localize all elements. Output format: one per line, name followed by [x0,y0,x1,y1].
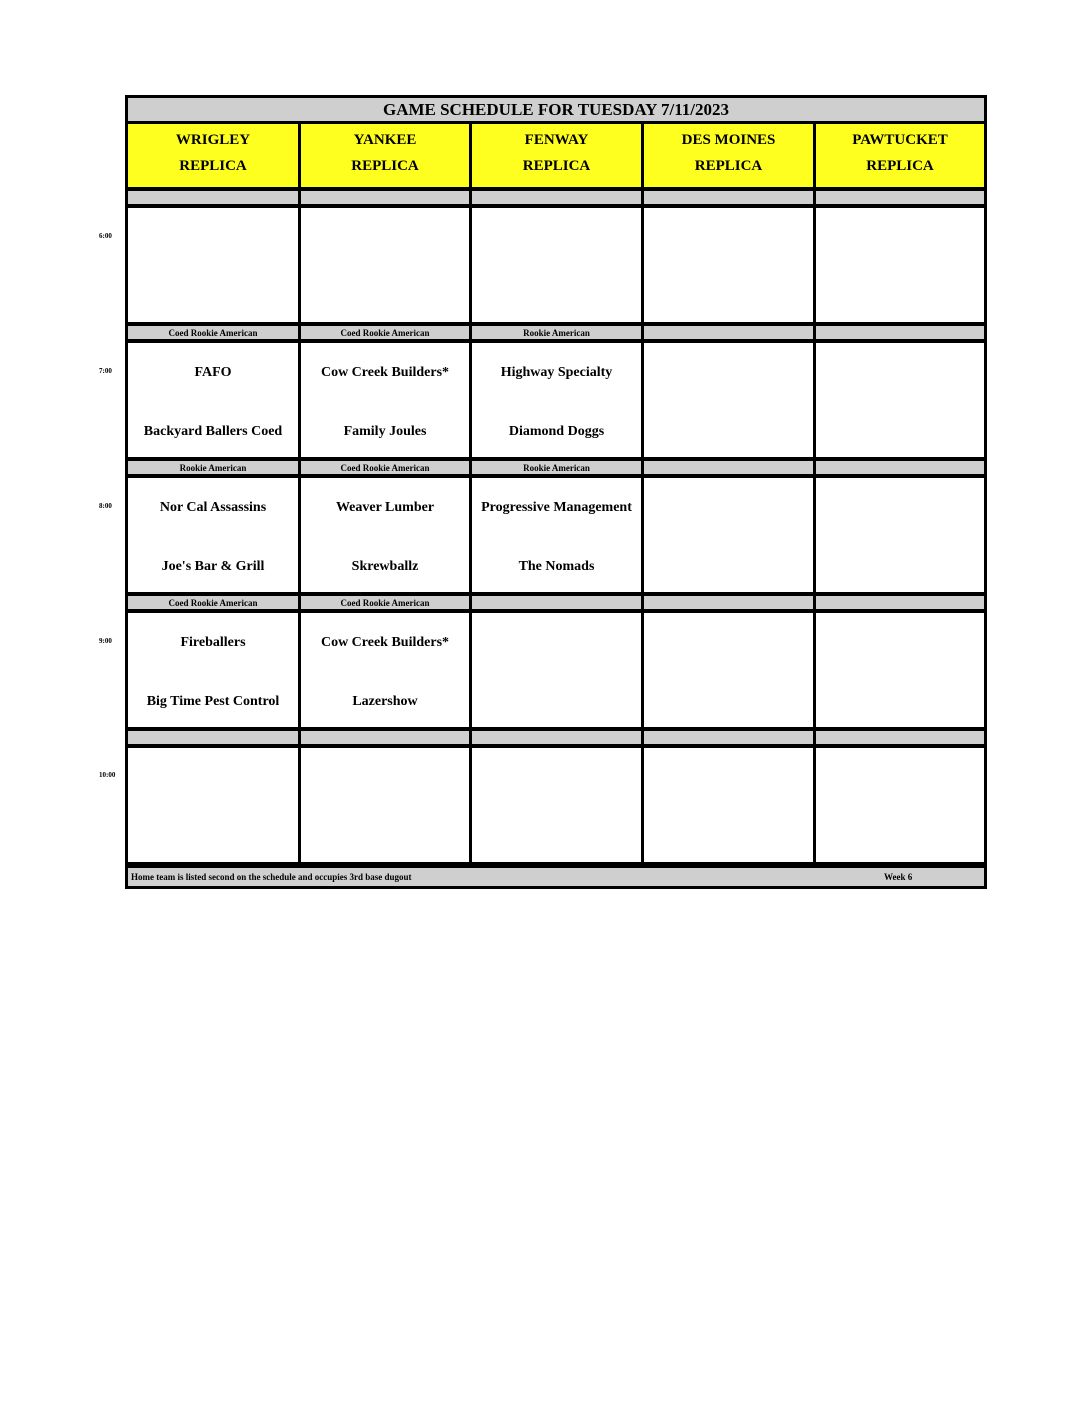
division-label [644,596,813,609]
game-cell [301,478,469,592]
division-label [472,191,641,204]
home-team: Family Joules [343,424,427,439]
schedule-table [125,95,987,889]
game-cell [816,478,984,592]
division-label [301,731,469,744]
division-label [128,731,298,744]
game-cell [301,208,469,322]
home-team-note: Home team is listed second on the schedule and occupies 3rd base dugout [131,872,412,882]
home-team: Skrewballz [351,559,419,574]
division-label [644,461,813,474]
division-label [816,326,984,339]
game-cell [816,613,984,727]
time-label: 8:00 [99,502,112,510]
away-team: Fireballers [180,635,246,650]
division-label [644,731,813,744]
game-cell [472,478,641,592]
division-label [816,191,984,204]
division-label: Coed Rookie American [301,596,469,609]
away-team: Nor Cal Assassins [159,500,267,515]
home-team: Joe's Bar & Grill [161,559,265,574]
game-cell [472,748,641,862]
time-label: 10:00 [99,771,116,779]
field-name: WRIGLEY [175,132,251,148]
division-label: Rookie American [128,461,298,474]
schedule-footer [128,868,984,886]
division-label: Coed Rookie American [128,326,298,339]
field-header [472,124,641,187]
division-label [644,191,813,204]
division-label: Rookie American [472,461,641,474]
division-label [128,191,298,204]
division-label: Coed Rookie American [301,326,469,339]
field-name: YANKEE [353,132,417,148]
game-cell [301,343,469,457]
field-type: REPLICA [694,158,763,174]
division-label: Coed Rookie American [128,596,298,609]
away-team: Highway Specialty [500,365,613,380]
time-label: 9:00 [99,637,112,645]
game-cell [301,613,469,727]
field-header [816,124,984,187]
game-cell [472,343,641,457]
away-team: Weaver Lumber [335,500,435,515]
division-label [644,326,813,339]
field-header [301,124,469,187]
home-team: Lazershow [352,694,418,709]
field-name: DES MOINES [681,132,776,148]
division-label [816,596,984,609]
home-team: Diamond Doggs [508,424,605,439]
division-label [301,191,469,204]
away-team: Cow Creek Builders* [320,635,450,650]
game-cell [472,208,641,322]
division-label: Coed Rookie American [301,461,469,474]
division-label [816,731,984,744]
division-label: Rookie American [472,326,641,339]
game-cell [128,613,298,727]
away-team: FAFO [194,365,232,380]
game-cell [128,208,298,322]
division-label [816,461,984,474]
field-header [644,124,813,187]
division-label [472,731,641,744]
division-label [472,596,641,609]
away-team: Cow Creek Builders* [320,365,450,380]
home-team: Big Time Pest Control [146,694,280,709]
field-type: REPLICA [866,158,934,174]
game-cell [644,748,813,862]
game-cell [816,343,984,457]
time-column [0,0,125,1408]
time-label: 6:00 [99,232,112,240]
game-cell [128,478,298,592]
game-cell [472,613,641,727]
game-cell [128,343,298,457]
home-team: Backyard Ballers Coed [143,424,283,439]
game-cell [816,208,984,322]
away-team: Progressive Management [481,500,632,515]
home-team: The Nomads [518,559,595,574]
field-header [128,124,298,187]
field-type: REPLICA [522,158,591,174]
game-cell [644,478,813,592]
field-type: REPLICA [351,158,419,174]
game-cell [644,613,813,727]
week-label: Week 6 [884,872,913,882]
game-cell [644,208,813,322]
time-label: 7:00 [99,367,112,375]
field-name: PAWTUCKET [852,132,948,148]
field-type: REPLICA [179,158,247,174]
schedule-title: GAME SCHEDULE FOR TUESDAY 7/11/2023 [128,98,984,121]
game-cell [301,748,469,862]
game-cell [644,343,813,457]
field-name: FENWAY [524,132,589,148]
game-cell [128,748,298,862]
game-cell [816,748,984,862]
